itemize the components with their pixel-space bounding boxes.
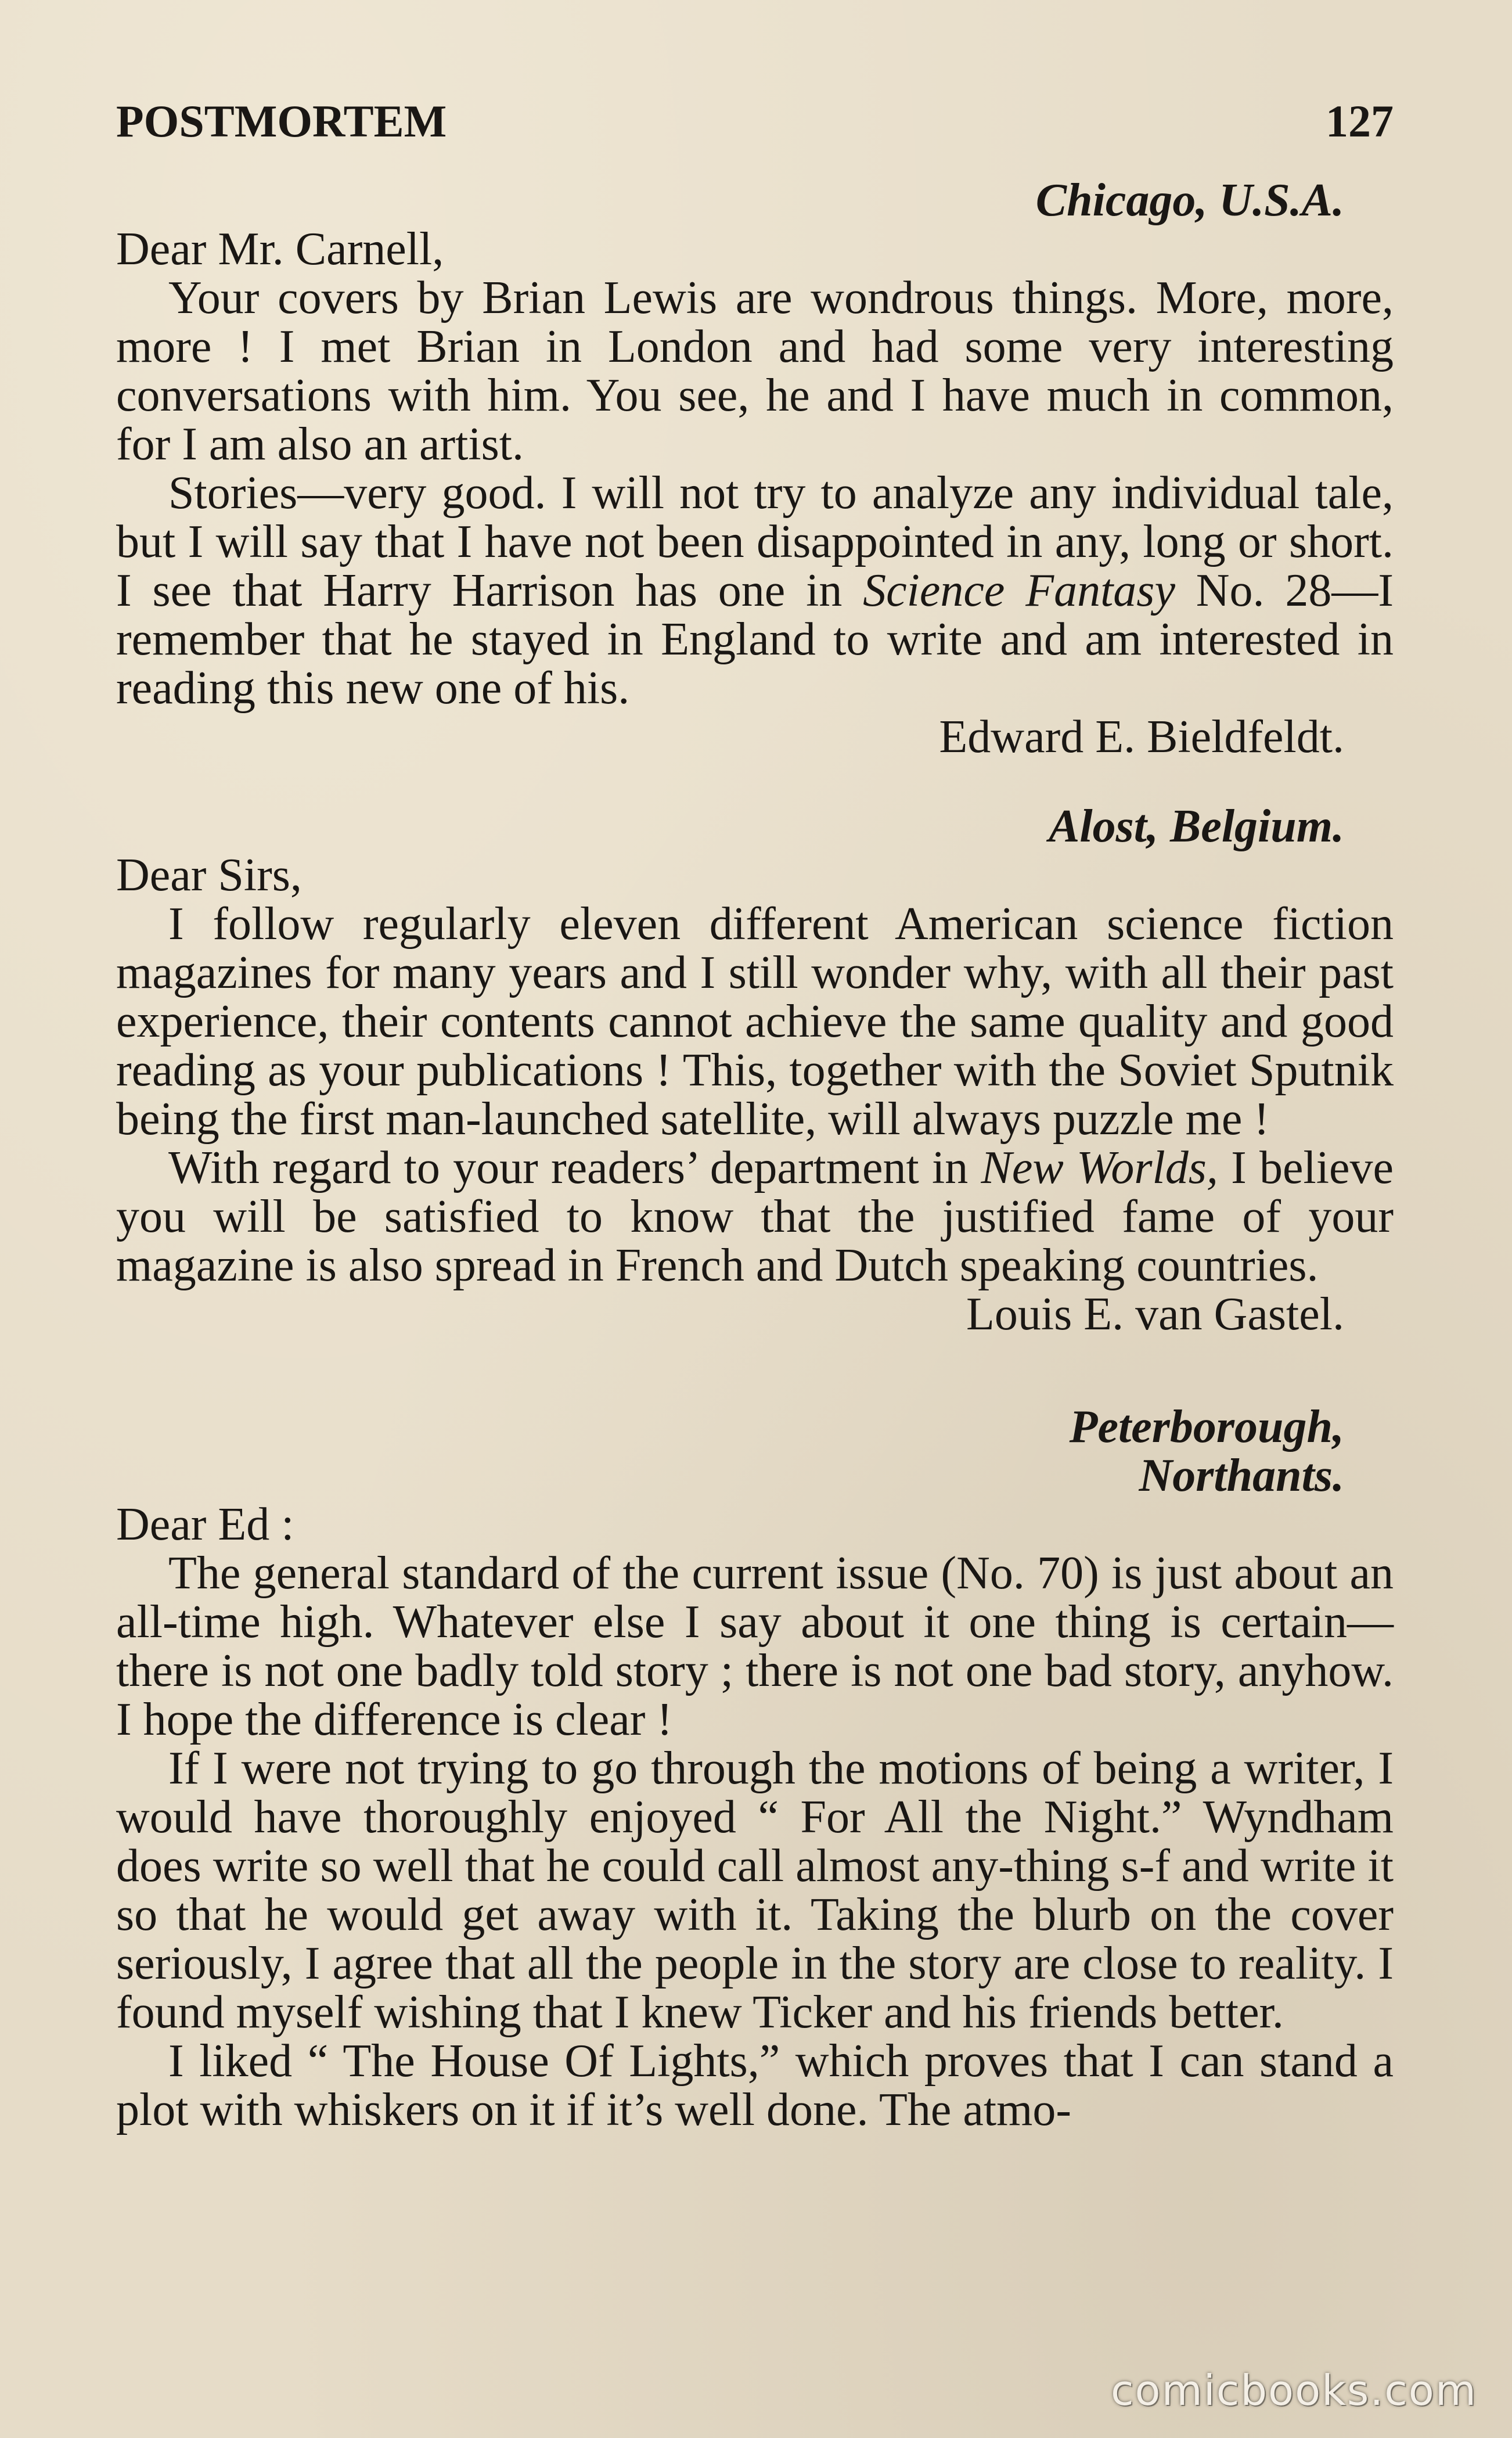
letter-signature: Louis E. van Gastel. bbox=[966, 1289, 1344, 1340]
letter-paragraph: With regard to your readers’ department in New Worlds, I believe you will be satisfied to know that the justified fame of your magazine is also spread in French and Dutch speaking countries. bbox=[116, 1142, 1394, 1291]
letter-paragraph: I follow regularly eleven different American science fiction magazines for many years and I still wonder why, with all their past experience, their contents cannot achieve the same quality and good reading as your publications ! This, together with the Soviet Sputnik being the first man-launched satellite, will always puzzle me ! bbox=[116, 898, 1394, 1145]
letter-location: Peterborough, bbox=[1069, 1401, 1344, 1452]
letter-salutation: Dear Sirs, bbox=[116, 850, 302, 901]
letter-paragraph: Your covers by Brian Lewis are wondrous things. More, more, more ! I met Brian in London and had some very interesting conversations with him. You see, he and I have much in common, for I am also an artist. bbox=[116, 272, 1394, 470]
letter-paragraph: I liked “ The House Of Lights,” which proves that I can stand a plot with whiskers on it if it’s well done. The atmo- bbox=[116, 2036, 1394, 2135]
letter-location: Alost, Belgium. bbox=[1049, 801, 1344, 852]
letter-salutation: Dear Mr. Carnell, bbox=[116, 224, 444, 275]
running-head bbox=[116, 96, 1394, 146]
letter-paragraph: Stories—very good. I will not try to analyze any individual tale, but I will say that I have not been disappointed in any, long or short. I see that Harry Harrison has one in Science Fantasy No. 28—I remember that he stayed in England to write and am interested in reading this new one of his. bbox=[116, 468, 1394, 714]
letter-1 bbox=[116, 176, 1394, 761]
letter-salutation: Dear Ed : bbox=[116, 1499, 294, 1550]
letter-location: Northants. bbox=[1139, 1450, 1344, 1501]
watermark: comicbooks.com bbox=[1110, 2366, 1477, 2415]
letter-location: Chicago, U.S.A. bbox=[1035, 175, 1344, 226]
running-title: POSTMORTEM bbox=[116, 96, 447, 146]
letter-paragraph: If I were not trying to go through the motions of being a writer, I would have thoroughly enjoyed “ For All the Night.” Wyndham does write so well that he could call almost any-thing s-f and write it so that he would get away with it. Taking the blurb on the cover seriously, I agree that all the people in the story are close to reality. I found myself wishing that I knew Ticker and his friends better. bbox=[116, 1743, 1394, 2038]
letter-3 bbox=[116, 1403, 1394, 2134]
page-number: 127 bbox=[1326, 96, 1394, 146]
letter-2 bbox=[116, 802, 1394, 1339]
letter-signature: Edward E. Bieldfeldt. bbox=[939, 711, 1344, 763]
letter-paragraph: The general standard of the current issue (No. 70) is just about an all-time high. Whatever else I say about it one thing is certain—there is not one badly told story ; there is not one bad story, anyhow. I hope the difference is clear ! bbox=[116, 1548, 1394, 1745]
page-content bbox=[116, 96, 1394, 2135]
